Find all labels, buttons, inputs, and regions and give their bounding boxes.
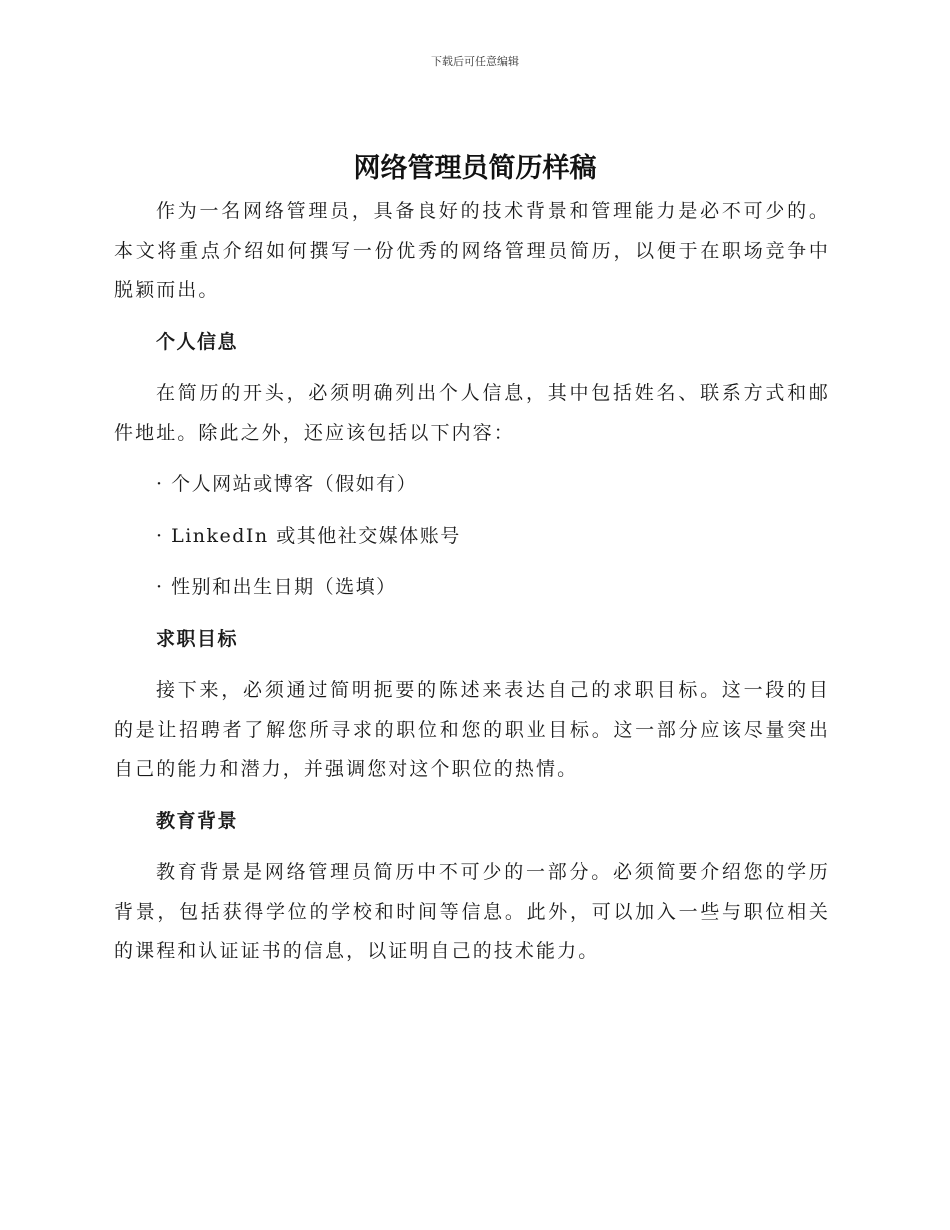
section-heading-job-objective: 求职目标 <box>156 627 239 650</box>
section-heading-personal-info: 个人信息 <box>156 330 239 353</box>
bullet-item: · LinkedIn 或其他社交媒体账号 <box>156 524 461 547</box>
personal-info-paragraph: 在简历的开头，必须明确列出个人信息，其中包括姓名、联系方式和邮件地址。除此之外，还应该包括以下内容： <box>114 382 830 444</box>
bullet-item: · 性别和出生日期（选填） <box>156 576 397 598</box>
document-body <box>114 192 830 972</box>
job-objective-paragraph: 接下来，必须通过简明扼要的陈述来表达自己的求职目标。这一段的目的是让招聘者了解您所寻求的职位和您的职业目标。这一部分应该尽量突出自己的能力和潜力，并强调您对这个职位的热情。 <box>114 679 830 780</box>
education-paragraph: 教育背景是网络管理员简历中不可少的一部分。必须简要介绍您的学历背景，包括获得学位的学校和时间等信息。此外，可以加入一些与职位相关的课程和认证证书的信息，以证明自己的技术能力。 <box>114 861 830 962</box>
page-header-note: 下载后可任意编辑 <box>431 55 519 68</box>
section-heading-education: 教育背景 <box>156 809 239 832</box>
bullet-item: · 个人网站或博客（假如有） <box>156 473 418 495</box>
intro-paragraph: 作为一名网络管理员，具备良好的技术背景和管理能力是必不可少的。本文将重点介绍如何撰写一份优秀的网络管理员简历，以便于在职场竞争中脱颖而出。 <box>114 200 830 301</box>
document-title: 网络管理员简历样稿 <box>353 153 597 184</box>
